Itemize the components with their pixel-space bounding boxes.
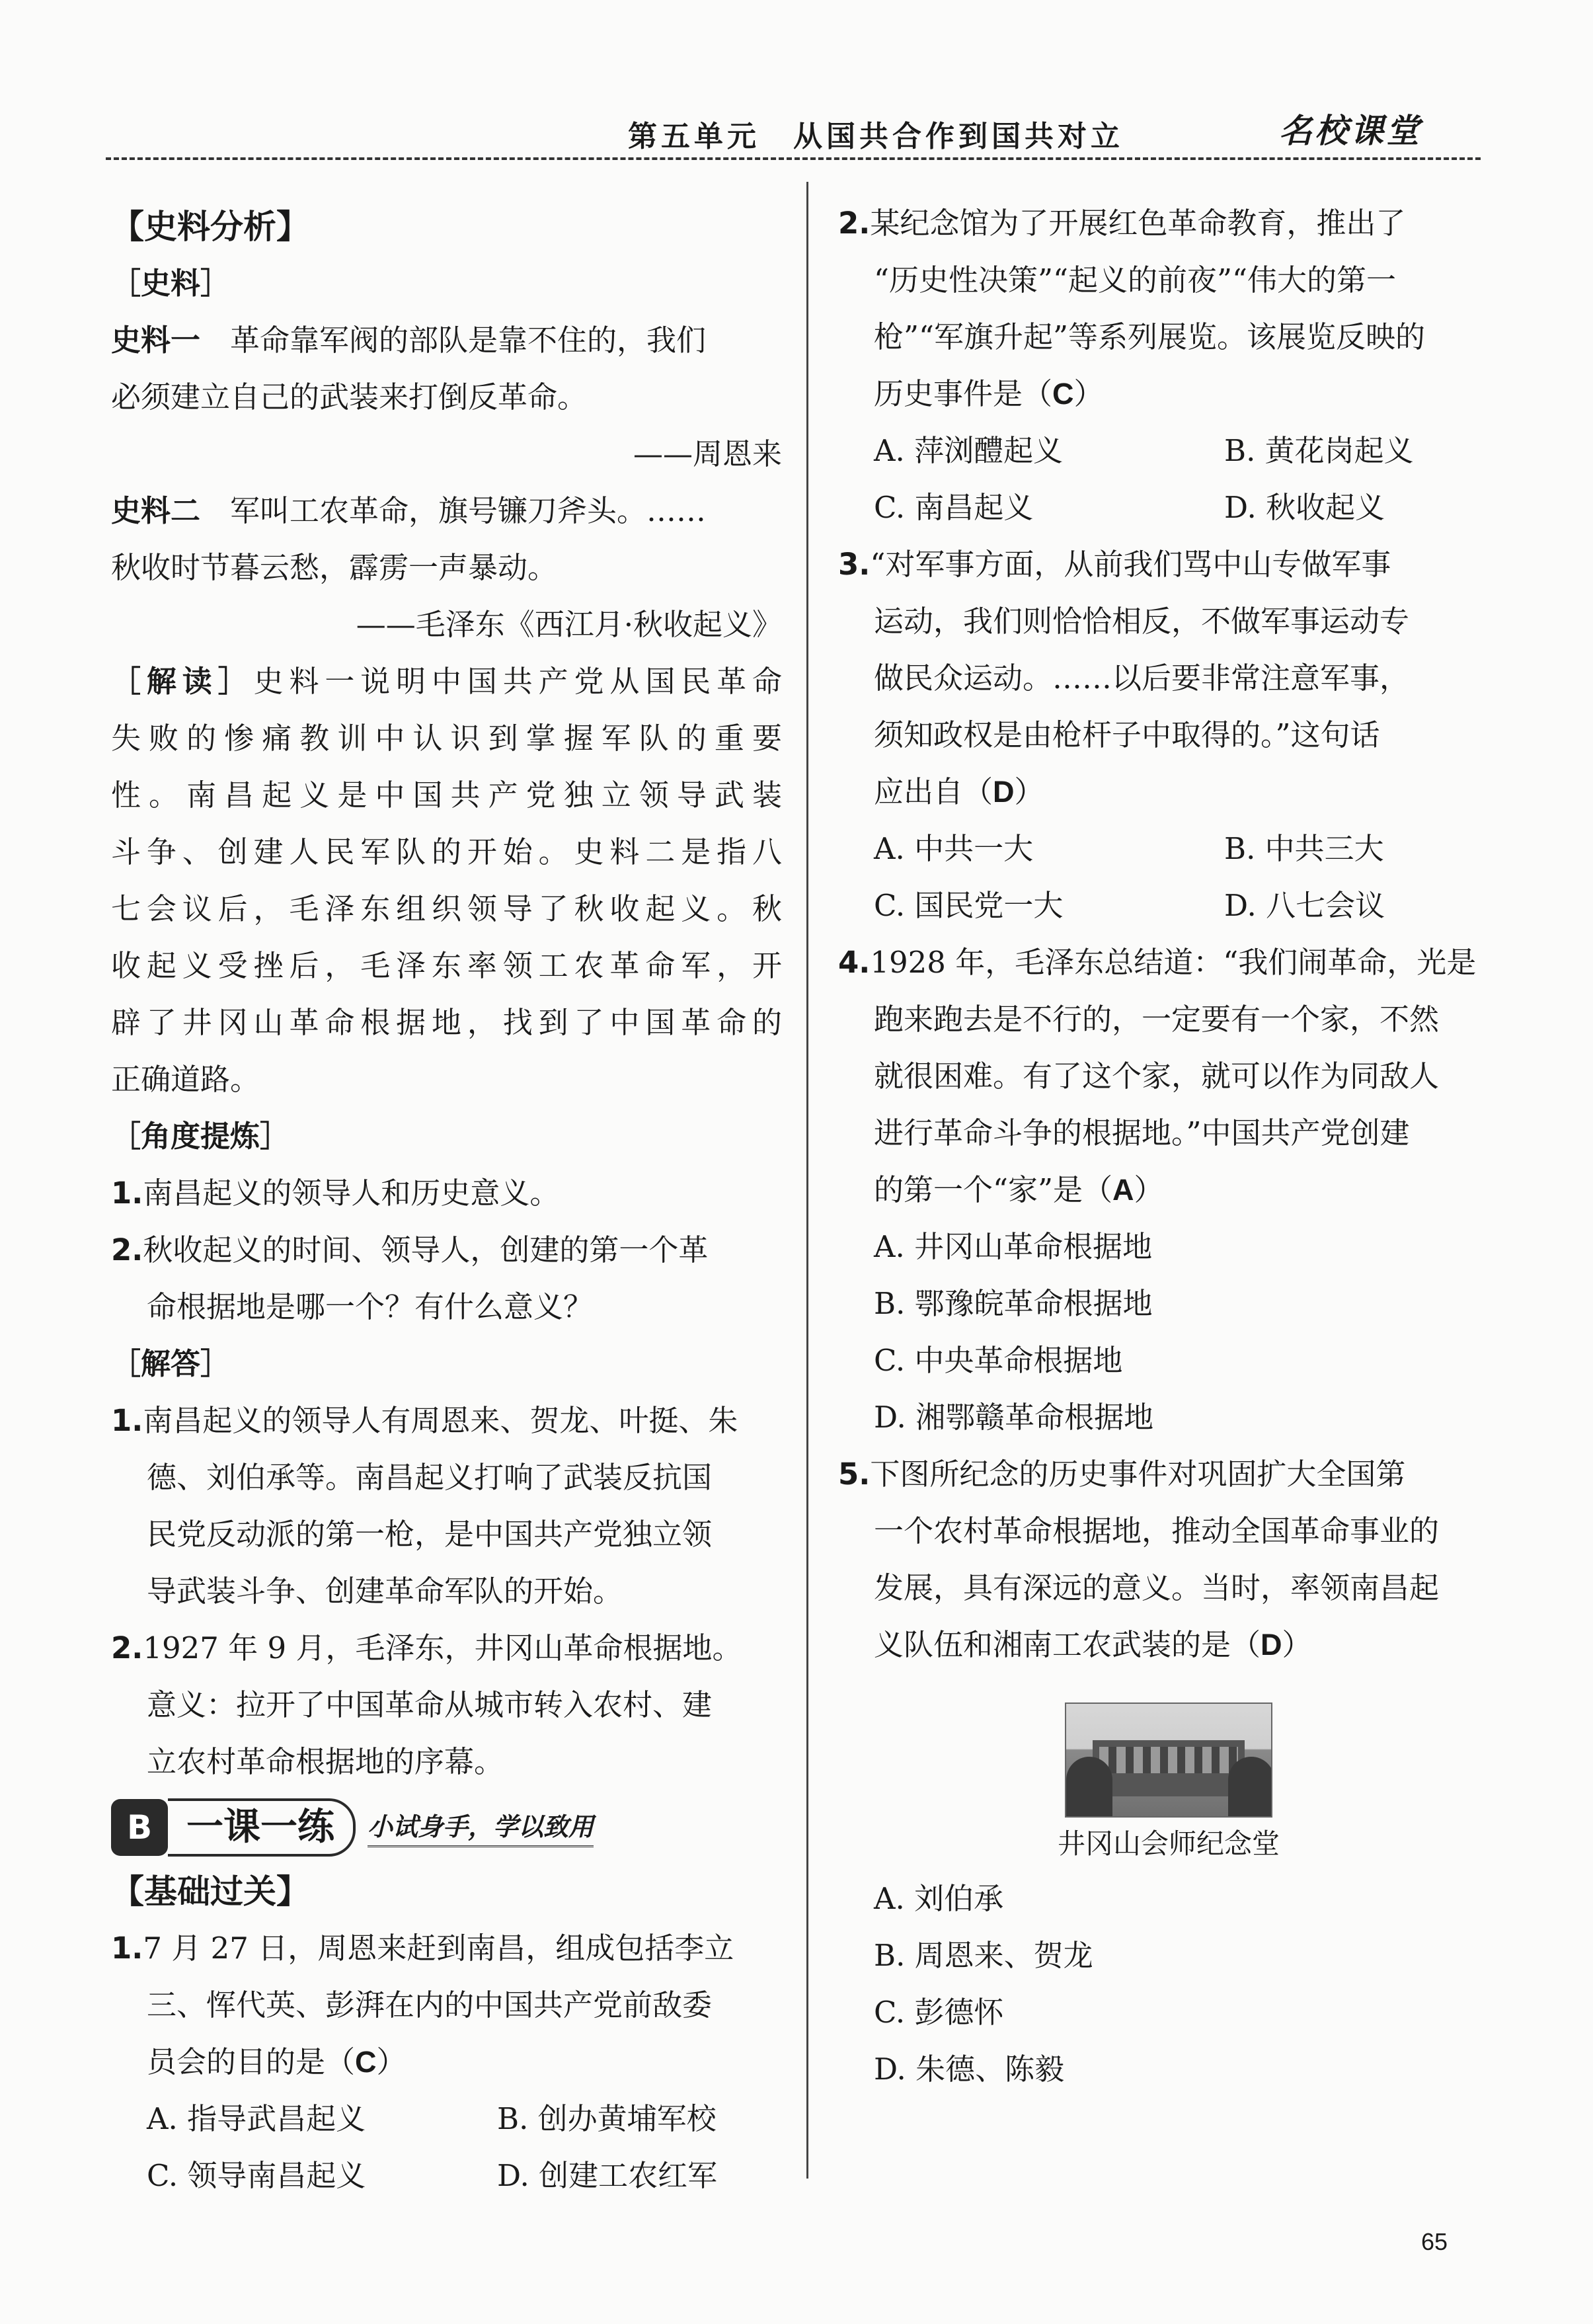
q4-option-b: B. 鄂豫皖革命根据地 <box>874 1286 1153 1321</box>
source2-line2: 秋收时节暮云愁，霹雳一声暴动。 <box>111 550 558 585</box>
interpretation-line5: 七会议后，毛泽东组织领导了秋收起义。秋 <box>111 891 782 926</box>
q4-line2: 跑来跑去是不行的，一定要有一个家，不然 <box>874 1002 1440 1037</box>
q5-option-d: D. 朱德、陈毅 <box>874 2052 1065 2087</box>
q1-option-c: C. 领导南昌起义 <box>147 2158 366 2193</box>
source1-text: 革命靠军阀的部队是靠不住的，我们 <box>200 323 707 358</box>
q5-line4: 义队伍和湘南工农武装的是（D） <box>874 1627 1312 1662</box>
source1-label: 史料一 <box>111 323 201 358</box>
q4-line5: 的第一个“家”是（A） <box>874 1172 1164 1207</box>
answer-item-2-line3: 立农村革命根据地的序幕。 <box>147 1744 504 1779</box>
q5-option-a: A. 刘伯承 <box>874 1881 1004 1916</box>
section-title-basic: 【基础过关】 <box>111 1872 309 1911</box>
q3-option-b: B. 中共三大 <box>1224 831 1384 866</box>
q1-answer: C <box>355 2045 377 2079</box>
angle-item-1: 1.南昌起义的领导人和历史意义。 <box>111 1176 560 1211</box>
q5-option-b: B. 周恩来、贺龙 <box>874 1938 1093 1973</box>
q3-line4: 须知政权是由枪杆子中取得的。”这句话 <box>874 717 1380 752</box>
photo-windows <box>1099 1747 1238 1773</box>
q1-line2: 三、恽代英、彭湃在内的中国共产党前敌委 <box>147 1987 713 2023</box>
answer-label: ［解答］ <box>111 1346 231 1381</box>
interpretation-line6: 收起义受挫后，毛泽东率领工农革命军，开 <box>111 948 782 983</box>
q2-option-c: C. 南昌起义 <box>874 490 1034 525</box>
source2-label: 史料二 <box>111 493 201 528</box>
angle-item-2-line1: 2.秋收起义的时间、领导人，创建的第一个革 <box>111 1232 709 1267</box>
q4-line3: 就很困难。有了这个家，就可以作为同敌人 <box>874 1059 1440 1094</box>
answer-item-1-line2: 德、刘伯承等。南昌起义打响了武装反抗国 <box>147 1460 713 1495</box>
answer-item-2-line1: 2.1927 年 9 月，毛泽东，井冈山革命根据地。 <box>111 1630 742 1665</box>
q3-option-a: A. 中共一大 <box>874 831 1034 866</box>
q4-line1: 4.1928 年，毛泽东总结道：“我们闹革命，光是 <box>838 945 1477 980</box>
chapter-title: 第五单元 从国共合作到国共对立 <box>628 120 1124 153</box>
answer-item-1-line4: 导武装斗争、创建革命军队的开始。 <box>147 1574 623 1609</box>
q1-options-row2 <box>111 2147 782 2204</box>
answer-item-2-line2: 意义：拉开了中国革命从城市转入农村、建 <box>147 1687 713 1722</box>
q4-line4: 进行革命斗争的根据地。”中国共产党创建 <box>874 1115 1410 1150</box>
source2-text: 军叫工农革命，旗号镰刀斧头。…… <box>200 493 707 528</box>
q4-option-c: C. 中央革命根据地 <box>874 1343 1123 1378</box>
banner-badge-letter: B <box>111 1799 168 1856</box>
q3-answer: D <box>993 775 1015 809</box>
memorial-hall-photo <box>1065 1703 1272 1818</box>
brand-logo-text: 名校课堂 <box>1279 111 1422 150</box>
q3-line5: 应出自（D） <box>874 774 1044 809</box>
q2-line1: 2.某纪念馆为了开展红色革命教育，推出了 <box>838 206 1406 241</box>
q3-options-row1 <box>838 821 1499 877</box>
q3-option-c: C. 国民党一大 <box>874 888 1064 923</box>
q2-option-b: B. 黄花岗起义 <box>1224 433 1414 468</box>
source2-line1 <box>111 483 782 540</box>
q2-line2: “历史性决策”“起义的前夜”“伟大的第一 <box>874 262 1397 298</box>
practice-banner <box>111 1794 782 1861</box>
left-column <box>111 198 782 2204</box>
q5-line1: 5.下图所纪念的历史事件对巩固扩大全国第 <box>838 1457 1406 1492</box>
header-divider <box>106 157 1481 160</box>
source1-line1 <box>111 312 782 369</box>
q3-options-row2 <box>838 877 1499 934</box>
photo-caption: 井冈山会师纪念堂 <box>1057 1827 1280 1860</box>
q3-line1: 3.“对军事方面，从前我们骂中山专做军事 <box>838 547 1391 582</box>
q2-line4: 历史事件是（C） <box>874 376 1104 411</box>
q2-options-row1 <box>838 422 1499 479</box>
interpretation-line2: 失败的惨痛教训中认识到掌握军队的重要 <box>111 721 782 756</box>
q2-answer: C <box>1052 377 1074 411</box>
q3-option-d: D. 八七会议 <box>1224 888 1385 923</box>
q1-option-b: B. 创办黄埔军校 <box>497 2101 717 2136</box>
page-number: 65 <box>1421 2228 1448 2255</box>
banner-title: 一课一练 <box>168 1798 356 1857</box>
q1-option-d: D. 创建工农红军 <box>497 2158 718 2193</box>
q1-option-a: A. 指导武昌起义 <box>147 2101 366 2136</box>
q5-answer: D <box>1261 1628 1282 1662</box>
q4-option-d: D. 湘鄂赣革命根据地 <box>874 1400 1154 1435</box>
q5-line2: 一个农村革命根据地，推动全国革命事业的 <box>874 1513 1440 1548</box>
photo-tree-left <box>1066 1757 1112 1816</box>
q1-options-row1 <box>111 2091 782 2147</box>
column-divider <box>806 182 808 2179</box>
right-column <box>838 195 1499 2098</box>
source1-line2: 必须建立自己的武装来打倒反革命。 <box>111 380 588 415</box>
angle-item-2-line2: 命根据地是哪一个？有什么意义？ <box>147 1289 594 1324</box>
banner-subtitle: 小试身手，学以致用 <box>368 1808 594 1847</box>
interpretation-line1: ［解读］史料一说明中国共产党从国民革命 <box>111 664 782 699</box>
interpretation-label: ［解读］ <box>111 664 254 699</box>
interpretation-line4: 斗争、创建人民军队的开始。史料二是指八 <box>111 834 782 869</box>
q1-line1: 1.7 月 27 日，周恩来赶到南昌，组成包括李立 <box>111 1931 734 1966</box>
q1-line3: 员会的目的是（C） <box>147 2044 407 2079</box>
interpretation-line8: 正确道路。 <box>111 1062 260 1097</box>
section-title-analysis: 【史料分析】 <box>111 208 309 246</box>
q4-option-a: A. 井冈山革命根据地 <box>874 1229 1153 1264</box>
q2-option-a: A. 萍浏醴起义 <box>874 433 1064 468</box>
photo-tree-right <box>1228 1757 1272 1816</box>
interpretation-line7: 辟了井冈山革命根据地，找到了中国革命的 <box>111 1005 782 1040</box>
answer-item-1-line3: 民党反动派的第一枪，是中国共产党独立领 <box>147 1517 713 1552</box>
q2-line3: 枪”“军旗升起”等系列展览。该展览反映的 <box>874 319 1426 354</box>
q3-line2: 运动，我们则恰恰相反，不做军事运动专 <box>874 604 1410 639</box>
answer-item-1-line1: 1.南昌起义的领导人有周恩来、贺龙、叶挺、朱 <box>111 1403 738 1438</box>
q5-option-c: C. 彭德怀 <box>874 1995 1004 2030</box>
angle-label: ［角度提炼］ <box>111 1119 290 1154</box>
shiliao-label: ［史料］ <box>111 266 231 301</box>
q2-options-row2 <box>838 479 1499 536</box>
source2-attribution: ——毛泽东《西江月·秋收起义》 <box>356 607 782 642</box>
q4-answer: A <box>1112 1173 1134 1207</box>
q5-line3: 发展，具有深远的意义。当时，率领南昌起 <box>874 1570 1440 1605</box>
interpretation-line3: 性。南昌起义是中国共产党独立领导武装 <box>111 778 782 813</box>
source1-attribution: ——周恩来 <box>633 436 782 471</box>
q2-option-d: D. 秋收起义 <box>1224 490 1385 525</box>
q3-line3: 做民众运动。……以后要非常注意军事， <box>874 661 1410 696</box>
